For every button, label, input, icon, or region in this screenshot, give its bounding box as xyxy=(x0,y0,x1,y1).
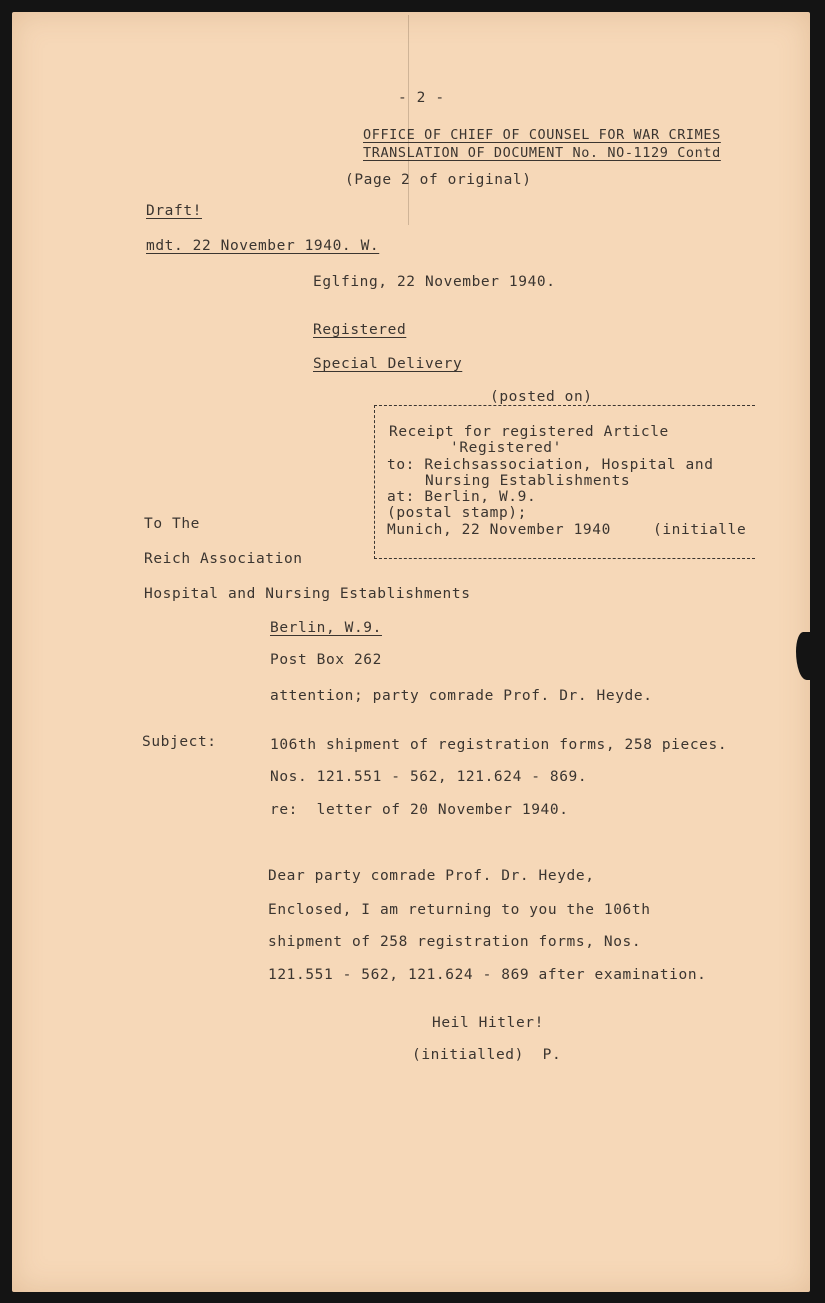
receipt-line-6: (postal stamp); xyxy=(387,505,527,521)
receipt-line-5: at: Berlin, W.9. xyxy=(387,489,537,505)
subject-line-1: 106th shipment of registration forms, 258 pieces. xyxy=(270,737,728,753)
receipt-initialled: (initialle xyxy=(653,522,747,538)
body-line-3: 121.551 - 562, 121.624 - 869 after examination. xyxy=(268,967,707,983)
body-line-2: shipment of 258 registration forms, Nos. xyxy=(268,934,642,950)
draft-label: Draft! xyxy=(146,203,202,219)
address-hospital: Hospital and Nursing Establishments xyxy=(144,586,471,602)
address-berlin: Berlin, W.9. xyxy=(270,620,382,636)
header-translation: TRANSLATION OF DOCUMENT No. NO-1129 Contd xyxy=(363,145,721,161)
subject-line-3: re: letter of 20 November 1940. xyxy=(270,802,569,818)
receipt-stamp xyxy=(374,405,755,559)
page-number: - 2 - xyxy=(398,90,445,106)
address-postbox: Post Box 262 xyxy=(270,652,382,668)
header-office: OFFICE OF CHIEF OF COUNSEL FOR WAR CRIMES xyxy=(363,127,721,143)
page-of-original: (Page 2 of original) xyxy=(345,172,532,188)
receipt-line-7: Munich, 22 November 1940 xyxy=(387,522,611,538)
address-reich: Reich Association xyxy=(144,551,303,567)
posted-on: (posted on) xyxy=(490,389,593,405)
body-line-1: Enclosed, I am returning to you the 106th xyxy=(268,902,651,918)
document-page xyxy=(12,12,810,1292)
registered-label: Registered xyxy=(313,322,407,338)
receipt-line-3: to: Reichsassociation, Hospital and xyxy=(387,457,714,473)
receipt-line-4: Nursing Establishments xyxy=(425,473,631,489)
page-notch xyxy=(796,632,814,680)
receipt-line-2: 'Registered' xyxy=(450,440,562,456)
closing-initialled: (initialled) P. xyxy=(412,1047,562,1063)
address-to: To The xyxy=(144,516,200,532)
fold-mark xyxy=(408,15,409,225)
salutation: Dear party comrade Prof. Dr. Heyde, xyxy=(268,868,595,884)
mdt-line: mdt. 22 November 1940. W. xyxy=(146,238,380,254)
place-date: Eglfing, 22 November 1940. xyxy=(313,274,556,290)
special-delivery-label: Special Delivery xyxy=(313,356,463,372)
receipt-line-1: Receipt for registered Article xyxy=(389,424,669,440)
subject-label: Subject: xyxy=(142,734,217,750)
closing-heil: Heil Hitler! xyxy=(432,1015,544,1031)
subject-line-2: Nos. 121.551 - 562, 121.624 - 869. xyxy=(270,769,588,785)
address-attention: attention; party comrade Prof. Dr. Heyde. xyxy=(270,688,653,704)
